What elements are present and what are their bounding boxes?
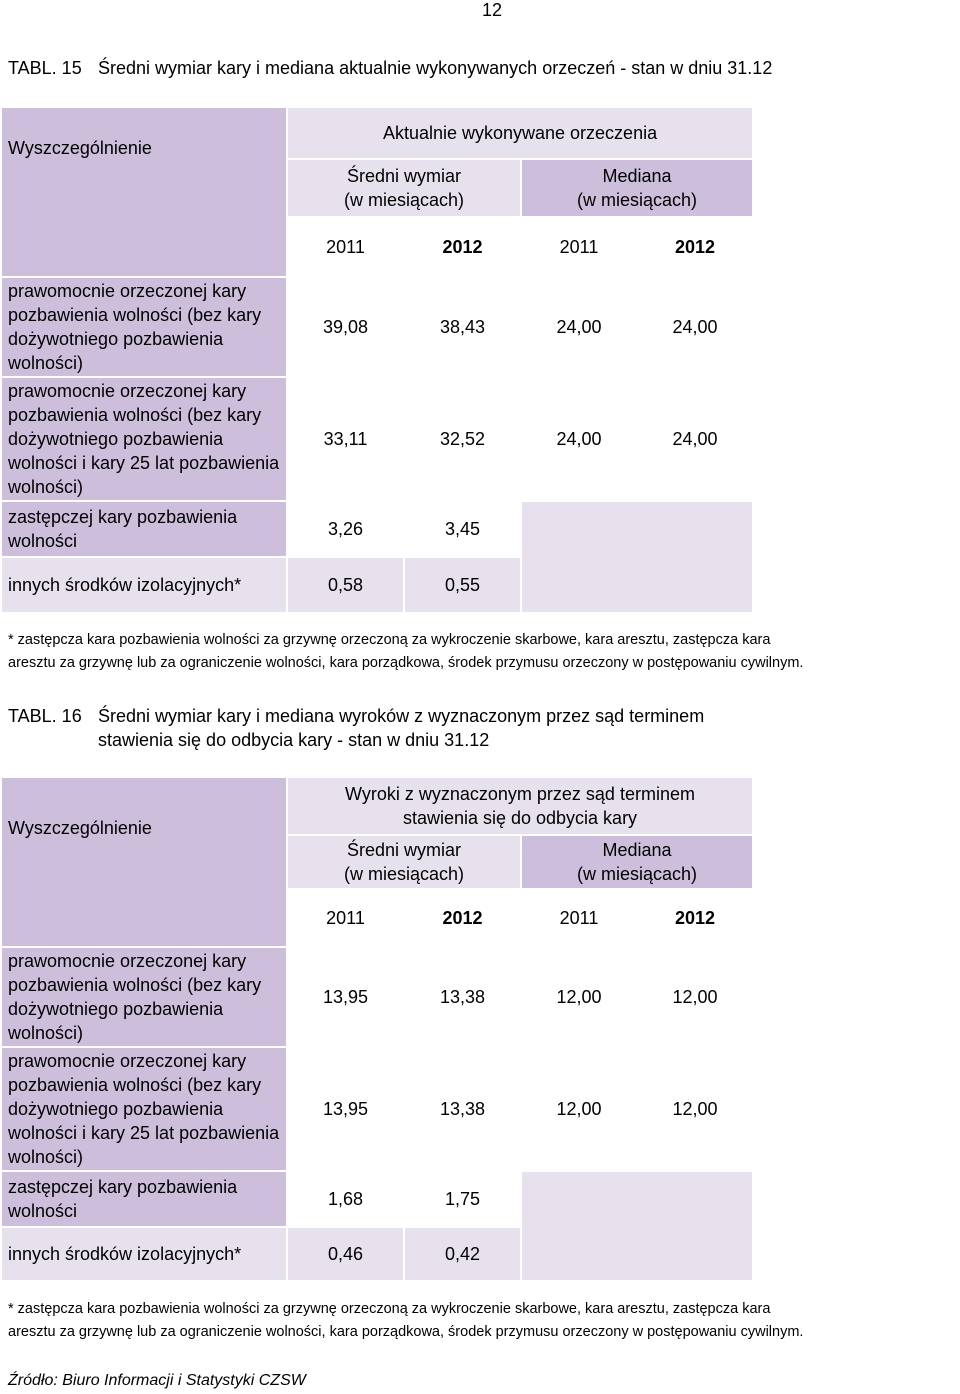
value-cell: 12,00 <box>637 947 753 1047</box>
value-cell: 1,68 <box>287 1171 404 1227</box>
value-cell: 24,00 <box>637 377 753 501</box>
table15-title-text: Średni wymiar kary i mediana aktualnie wykonywanych orzeczeń - stan w dniu 31.12 <box>98 58 773 78</box>
table15 <box>0 106 754 614</box>
table15-footnote <box>8 629 803 675</box>
value-cell: 38,43 <box>404 277 521 377</box>
value-cell: 12,00 <box>637 1047 753 1171</box>
table15-header-mean <box>287 159 521 217</box>
table15-label: TABL. 15 <box>8 58 82 78</box>
value-cell: 33,11 <box>287 377 404 501</box>
table15-header-median-line2: (w miesiącach) <box>577 190 698 210</box>
table16-header-mean <box>287 835 521 889</box>
table-row <box>1 377 753 501</box>
value-cell: 24,00 <box>637 277 753 377</box>
row-label: zastępczej kary pozbawienia wolności <box>1 1171 287 1227</box>
table16-title <box>8 706 704 750</box>
footnote-line: aresztu za grzywnę lub za ograniczenie wolności, kara porządkowa, środek przymusu orzeczony w postępowaniu cywilnym. <box>8 655 804 671</box>
value-cell: 0,58 <box>287 557 404 613</box>
table-row <box>1 947 753 1047</box>
table15-year: 2011 <box>287 217 404 277</box>
value-cell: 32,52 <box>404 377 521 501</box>
row-label: prawomocnie orzeczonej kary pozbawienia wolności (bez kary dożywotniego pozbawienia wolności) <box>1 947 287 1047</box>
table16-year: 2011 <box>287 889 404 947</box>
table-row <box>1 1047 753 1171</box>
source-note: Źródło: Biuro Informacji i Statystyki CZSW <box>8 1372 306 1389</box>
table15-year: 2012 <box>637 217 753 277</box>
table-row <box>1 501 753 557</box>
value-cell: 13,38 <box>404 947 521 1047</box>
table15-header-row-label: Wyszczególnienie <box>1 107 287 277</box>
table16-header-median-line2: (w miesiącach) <box>576 864 698 884</box>
table15-header-group: Aktualnie wykonywane orzeczenia <box>287 107 753 159</box>
table15-header-median <box>521 159 753 217</box>
value-cell: 3,45 <box>404 501 521 557</box>
empty-cell <box>521 1171 753 1281</box>
value-cell: 0,55 <box>404 557 521 613</box>
table16-header-group <box>287 777 753 835</box>
row-label: innych środków izolacyjnych* <box>1 1227 287 1281</box>
value-cell: 39,08 <box>287 277 404 377</box>
value-cell: 13,95 <box>287 1047 404 1171</box>
table16-header-row-label: Wyszczególnienie <box>1 777 287 947</box>
table16-header-median <box>521 835 753 889</box>
value-cell: 24,00 <box>521 277 637 377</box>
table16 <box>0 776 754 1282</box>
table-row <box>1 1171 753 1227</box>
row-label: zastępczej kary pozbawienia wolności <box>1 501 287 557</box>
value-cell: 12,00 <box>521 947 637 1047</box>
table15-title <box>8 58 772 78</box>
value-cell: 1,75 <box>404 1171 521 1227</box>
page-number: 12 <box>481 0 503 20</box>
row-label: prawomocnie orzeczonej kary pozbawienia wolności (bez kary dożywotniego pozbawienia wolności i kary 25 lat pozbawienia wolności) <box>1 377 287 501</box>
table16-year: 2012 <box>404 889 521 947</box>
table16-footnote <box>8 1298 803 1344</box>
table16-year: 2011 <box>521 889 637 947</box>
table16-header-mean-line1: Średni wymiar <box>346 840 462 860</box>
row-label: innych środków izolacyjnych* <box>1 557 287 613</box>
footnote-line: aresztu za grzywnę lub za ograniczenie wolności, kara porządkowa, środek przymusu orzeczony w postępowaniu cywilnym. <box>8 1324 804 1340</box>
value-cell: 13,38 <box>404 1047 521 1171</box>
table16-header-group-line1: Wyroki z wyznaczonym przez sąd terminem <box>345 784 695 804</box>
table16-header-median-line1: Mediana <box>602 840 672 860</box>
value-cell: 0,46 <box>287 1227 404 1281</box>
value-cell: 12,00 <box>521 1047 637 1171</box>
value-cell: 24,00 <box>521 377 637 501</box>
value-cell: 3,26 <box>287 501 404 557</box>
table-row <box>1 277 753 377</box>
table16-title-line2: stawienia się do odbycia kary - stan w dniu 31.12 <box>98 730 490 750</box>
table16-header-mean-line2: (w miesiącach) <box>343 864 465 884</box>
table15-header-median-line1: Mediana <box>602 166 672 186</box>
table16-title-line1: Średni wymiar kary i mediana wyroków z wyznaczonym przez sąd terminem <box>98 706 705 726</box>
table15-header-mean-line1: Średni wymiar <box>346 166 462 186</box>
table15-year: 2011 <box>521 217 637 277</box>
footnote-line: * zastępcza kara pozbawienia wolności za grzywnę orzeczoną za wykroczenie skarbowe, kara aresztu, zastępcza kara <box>8 632 771 648</box>
value-cell: 0,42 <box>404 1227 521 1281</box>
row-label: prawomocnie orzeczonej kary pozbawienia wolności (bez kary dożywotniego pozbawienia wolności i kary 25 lat pozbawienia wolności) <box>1 1047 287 1171</box>
table16-label: TABL. 16 <box>8 706 82 726</box>
footnote-line: * zastępcza kara pozbawienia wolności za grzywnę orzeczoną za wykroczenie skarbowe, kara aresztu, zastępcza kara <box>8 1301 771 1317</box>
table16-header-group-line2: stawienia się do odbycia kary <box>402 808 638 828</box>
row-label: prawomocnie orzeczonej kary pozbawienia wolności (bez kary dożywotniego pozbawienia wolności) <box>1 277 287 377</box>
table15-header-mean-line2: (w miesiącach) <box>343 190 465 210</box>
table15-year: 2012 <box>404 217 521 277</box>
table16-year: 2012 <box>637 889 753 947</box>
value-cell: 13,95 <box>287 947 404 1047</box>
empty-cell <box>521 501 753 613</box>
